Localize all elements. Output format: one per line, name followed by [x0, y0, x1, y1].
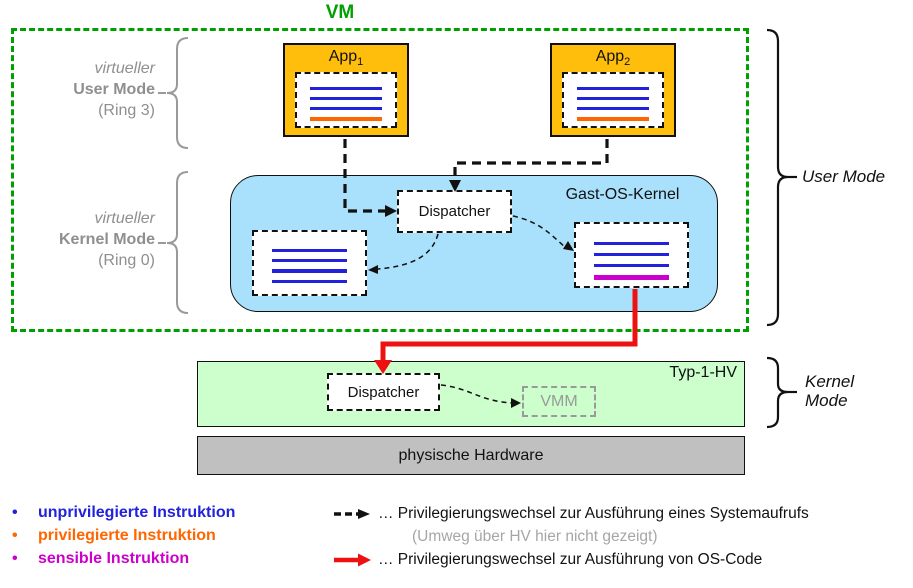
app2-code-box: [562, 72, 664, 128]
vmm-box: [522, 386, 596, 417]
bullet-icon: •: [12, 550, 18, 567]
virtual-user-mode-line1: virtueller: [94, 60, 155, 77]
legend-unprivileged-label: unprivilegierte Instruktion: [38, 504, 236, 521]
code-line-unprivileged: [272, 280, 347, 283]
app1-box: [283, 43, 409, 137]
legend-trap-text: … Privilegierungswechsel zur Ausführung von OS-Code: [378, 551, 763, 568]
app1-code-box: [295, 72, 397, 128]
code-line-privileged: [310, 117, 382, 121]
code-line-unprivileged: [577, 87, 649, 90]
bullet-icon: •: [12, 504, 18, 521]
hv-dispatcher-box: [327, 373, 440, 411]
code-line-unprivileged: [594, 242, 669, 245]
user-mode-brace: [767, 30, 788, 325]
virtual-user-mode-label: [30, 58, 155, 121]
code-line-unprivileged: [594, 253, 669, 256]
guest-dispatcher-box: [397, 190, 512, 233]
hv-dispatcher-label: Dispatcher: [347, 383, 420, 401]
legend-sensitive-label: sensible Instruktion: [38, 550, 190, 567]
code-line-unprivileged: [272, 249, 347, 252]
vmm-label: VMM: [540, 392, 578, 410]
guest-os-kernel-label: Gast-OS-Kernel: [565, 186, 680, 203]
app2-title: App$_2$: [595, 48, 631, 69]
legend-syscall-text: … Privilegierungswechsel zur Ausführung eines Systemaufrufs: [378, 505, 809, 522]
legend-trap-arrow: [333, 551, 762, 569]
code-line-unprivileged: [310, 107, 382, 110]
app1-title: App$_1$: [328, 48, 364, 69]
virtual-user-mode-line3: (Ring 3): [98, 102, 155, 119]
vm-label: VM: [325, 2, 355, 23]
code-line-privileged: [577, 117, 649, 121]
type1-hypervisor-label: Typ-1-HV: [669, 364, 737, 381]
virtual-kernel-mode-label: [30, 208, 155, 271]
virtual-user-mode-line2: User Mode: [73, 81, 155, 98]
guest-dispatcher-label: Dispatcher: [418, 203, 491, 220]
code-line-unprivileged: [310, 97, 382, 100]
dashed-arrow-icon: [333, 507, 371, 521]
virtual-kernel-mode-line2: Kernel Mode: [58, 231, 155, 248]
guest-code-box-left: [252, 230, 367, 296]
legend-privileged-label: privilegierte Instruktion: [38, 527, 216, 544]
virtual-kernel-mode-line3: (Ring 0): [98, 252, 155, 269]
bullet-icon: •: [12, 527, 18, 544]
kernel-mode-brace: [767, 358, 788, 427]
code-line-unprivileged: [594, 264, 669, 267]
user-mode-label: User Mode: [802, 167, 886, 186]
kernel-mode-label: Kernel Mode: [805, 372, 855, 410]
physical-hardware-bar: [197, 436, 745, 475]
physical-hardware-label: physische Hardware: [398, 446, 544, 464]
virtual-kernel-mode-line1: virtueller: [94, 210, 155, 227]
legend-syscall-note: (Umweg über HV hier nicht gezeigt): [412, 528, 658, 545]
code-line-unprivileged: [577, 107, 649, 110]
code-line-unprivileged: [310, 87, 382, 90]
guest-code-box-right: [574, 222, 689, 288]
app2-box: [550, 43, 676, 137]
legend-sensitive-instruction: [8, 550, 189, 568]
code-line-sensitive: [594, 275, 669, 280]
legend-syscall-arrow: [333, 505, 809, 523]
legend-privileged-instruction: [8, 527, 216, 545]
code-line-unprivileged: [577, 97, 649, 100]
red-arrow-icon: [333, 552, 371, 568]
code-line-unprivileged: [272, 259, 347, 262]
code-line-unprivileged: [272, 269, 347, 273]
legend-unprivileged-instruction: [8, 504, 235, 522]
